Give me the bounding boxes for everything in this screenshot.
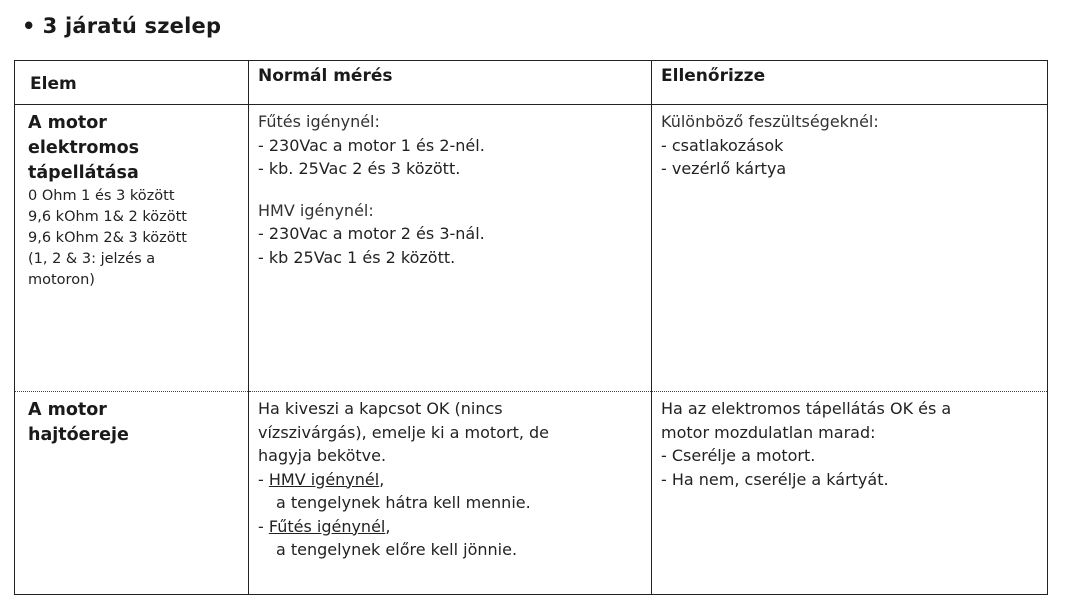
row1-elem-title-line: elektromos <box>28 138 140 158</box>
hmv-demand-heading: - HMV igénynél, <box>258 469 385 489</box>
row2-normal-cell <box>249 392 652 595</box>
row1-elem-detail-line: (1, 2 & 3: jelzés a <box>28 251 156 267</box>
check-item: - csatlakozások <box>661 135 784 155</box>
hmv-demand-line: - kb 25Vac 1 és 2 között. <box>258 247 456 267</box>
heating-demand-underlined: Fűtés igénynél <box>268 516 386 536</box>
row1-normal-cell <box>249 105 652 392</box>
page-heading <box>22 14 221 38</box>
check-item: - vezérlő kártya <box>661 159 787 178</box>
row1-elem-title-line: tápellátása <box>28 163 139 183</box>
row2-intro-line: hagyja bekötve. <box>258 446 387 465</box>
check-label: Különböző feszültségeknél: <box>661 112 879 131</box>
row2-check-line: motor mozdulatlan marad: <box>661 422 876 442</box>
row1-elem-detail-line: 0 Ohm 1 és 3 között <box>28 188 175 204</box>
row1-check-cell <box>652 105 1048 392</box>
diagnostic-table <box>14 60 1048 595</box>
table-row <box>15 105 1048 392</box>
row1-elem-detail-line: 9,6 kOhm 1& 2 között <box>28 209 187 225</box>
heating-demand-label: Fűtés igénynél: <box>258 112 380 131</box>
hmv-demand-line: - 230Vac a motor 2 és 3-nál. <box>258 224 485 243</box>
heating-demand-heading: - Fűtés igénynél, <box>258 516 391 536</box>
header-check: Ellenőrizze <box>652 61 1048 105</box>
row1-elem-detail-line: motoron) <box>28 272 95 288</box>
hmv-demand-underlined: HMV igénynél <box>268 469 380 489</box>
row1-elem-cell <box>15 105 249 392</box>
row2-intro-line: vízszivárgás), emelje ki a motort, de <box>258 422 550 442</box>
row2-intro-line: Ha kiveszi a kapcsot OK (nincs <box>258 399 503 418</box>
table-row <box>15 392 1048 595</box>
row1-elem-detail-line: 9,6 kOhm 2& 3 között <box>28 230 187 246</box>
bullet-icon: • <box>22 14 36 38</box>
table-header-row <box>15 61 1048 105</box>
row2-elem-title-line: A motor <box>28 400 107 420</box>
heating-demand-instruction: a tengelynek előre kell jönnie. <box>276 540 518 559</box>
header-elem: Elem <box>15 61 249 105</box>
heating-demand-line: - 230Vac a motor 1 és 2-nél. <box>258 135 485 155</box>
row2-check-line: - Cserélje a motort. <box>661 446 816 465</box>
row2-check-line: - Ha nem, cserélje a kártyát. <box>661 469 889 489</box>
header-normal-measurement: Normál mérés <box>249 61 652 105</box>
row1-elem-title-line: A motor <box>28 113 107 133</box>
heading-title: 3 járatú szelep <box>42 14 222 38</box>
hmv-demand-instruction: a tengelynek hátra kell mennie. <box>276 493 531 512</box>
row2-check-cell <box>652 392 1048 595</box>
hmv-demand-label: HMV igénynél: <box>258 200 374 220</box>
row2-elem-cell <box>15 392 249 595</box>
heating-demand-line: - kb. 25Vac 2 és 3 között. <box>258 159 461 178</box>
row2-check-line: Ha az elektromos tápellátás OK és a <box>661 399 952 418</box>
row2-elem-title-line: hajtóereje <box>28 425 129 445</box>
